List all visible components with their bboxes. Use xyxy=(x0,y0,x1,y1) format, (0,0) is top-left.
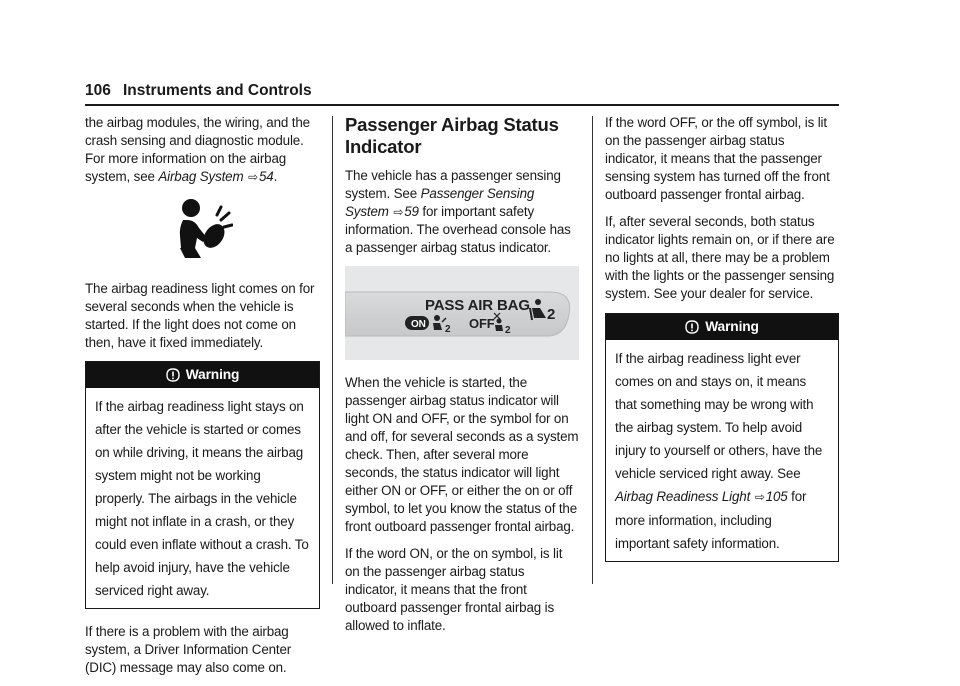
indicator-panel xyxy=(345,266,579,360)
warning-icon xyxy=(685,320,699,334)
xref-page[interactable]: 54 xyxy=(258,169,274,184)
paragraph: If there is a problem with the airbag system, a Driver Information Center (DIC) message may also come on. xyxy=(85,624,292,675)
page-ref-icon: ⇨ xyxy=(754,490,765,504)
warning-box xyxy=(85,361,320,609)
paragraph: The vehicle has a passenger sensing system. See Passenger Sensing System ⇨59 for important safety information. The overhead console has a passenger airbag status indicator. xyxy=(345,168,571,255)
page-ref-icon: ⇨ xyxy=(393,205,404,219)
xref-link[interactable]: Passenger Sensing System xyxy=(345,186,535,219)
xref-link[interactable]: Airbag Readiness Light xyxy=(615,489,751,504)
paragraph: The airbag readiness light comes on for several seconds when the vehicle is started. If the light does not come on then, have it fixed immediately. xyxy=(85,281,315,350)
paragraph: If the word OFF, or the off symbol, is lit on the passenger airbag status indicator, it means that the passenger sensing system has turned off the front outboard passenger frontal airbag. xyxy=(605,115,830,202)
warning-header xyxy=(606,314,838,340)
paragraph: If, after several seconds, both status indicator lights remain on, or if there are no lights at all, there may be a problem with the lights or the passenger sensing system. See your dealer for service. xyxy=(605,214,835,301)
xref-page[interactable]: 59 xyxy=(404,204,419,219)
off-text: OFF xyxy=(469,316,495,331)
page-number: 106 xyxy=(85,82,111,99)
header-rule xyxy=(85,104,839,106)
column-3 xyxy=(605,114,839,576)
warning-icon xyxy=(166,368,180,382)
warning-text: If the airbag readiness light stays on after the vehicle is started or comes on while driving, it means the airbag system might not be working properly. The airbags in the vehicle might not inflate in a crash, or they could even inflate without a crash. To help avoid injury, have the vehicle serviced right away. xyxy=(95,399,309,598)
column-1 xyxy=(85,114,320,686)
airbag-readiness-icon xyxy=(177,198,233,260)
section-title: Instruments and Controls xyxy=(123,82,312,99)
warning-title: Warning xyxy=(185,367,240,382)
column-2 xyxy=(345,114,579,644)
xref-link[interactable]: Airbag System xyxy=(158,169,244,184)
warning-box xyxy=(605,313,839,562)
airbag-readiness-icon xyxy=(85,198,320,264)
page-ref-icon: ⇨ xyxy=(248,170,258,184)
panel-label: PASS AIR BAG xyxy=(425,297,530,314)
icon-number: 2 xyxy=(445,324,451,335)
icon-number: 2 xyxy=(505,325,511,336)
paragraph: If the word ON, or the on symbol, is lit on the passenger airbag status indicator, it means that the front outboard passenger frontal airbag is allowed to inflate. xyxy=(345,546,563,633)
seat-number: 2 xyxy=(547,306,556,323)
column-divider xyxy=(592,116,593,584)
warning-header xyxy=(86,362,319,388)
paragraph: the airbag modules, the wiring, and the crash sensing and diagnostic module. For more information on the airbag system, see Airbag System ⇨54. xyxy=(85,115,310,184)
paragraph: When the vehicle is started, the passenger airbag status indicator will light ON and OFF, or the symbol for on and off, for several seconds as a system check. Then, after several more seconds, the status indicator will light either ON or OFF, or either the on or off symbol, to let you know the status of the front outboard passenger frontal airbag. xyxy=(345,375,579,534)
page-header xyxy=(85,82,839,104)
xref-page[interactable]: 105 xyxy=(765,489,788,504)
on-text: ON xyxy=(411,319,426,330)
warning-text: If the airbag readiness light ever comes on and stays on, it means that something may be wrong with the airbag system. To help avoid injury to yourself or others, have the vehicle serviced right away. See Airbag Readiness Light ⇨105 for more information, including important safety information. xyxy=(615,351,823,551)
column-divider xyxy=(332,116,333,584)
warning-title: Warning xyxy=(705,319,759,334)
passenger-airbag-indicator-image xyxy=(345,266,579,360)
section-heading: Passenger Airbag Status Indicator xyxy=(345,114,559,157)
